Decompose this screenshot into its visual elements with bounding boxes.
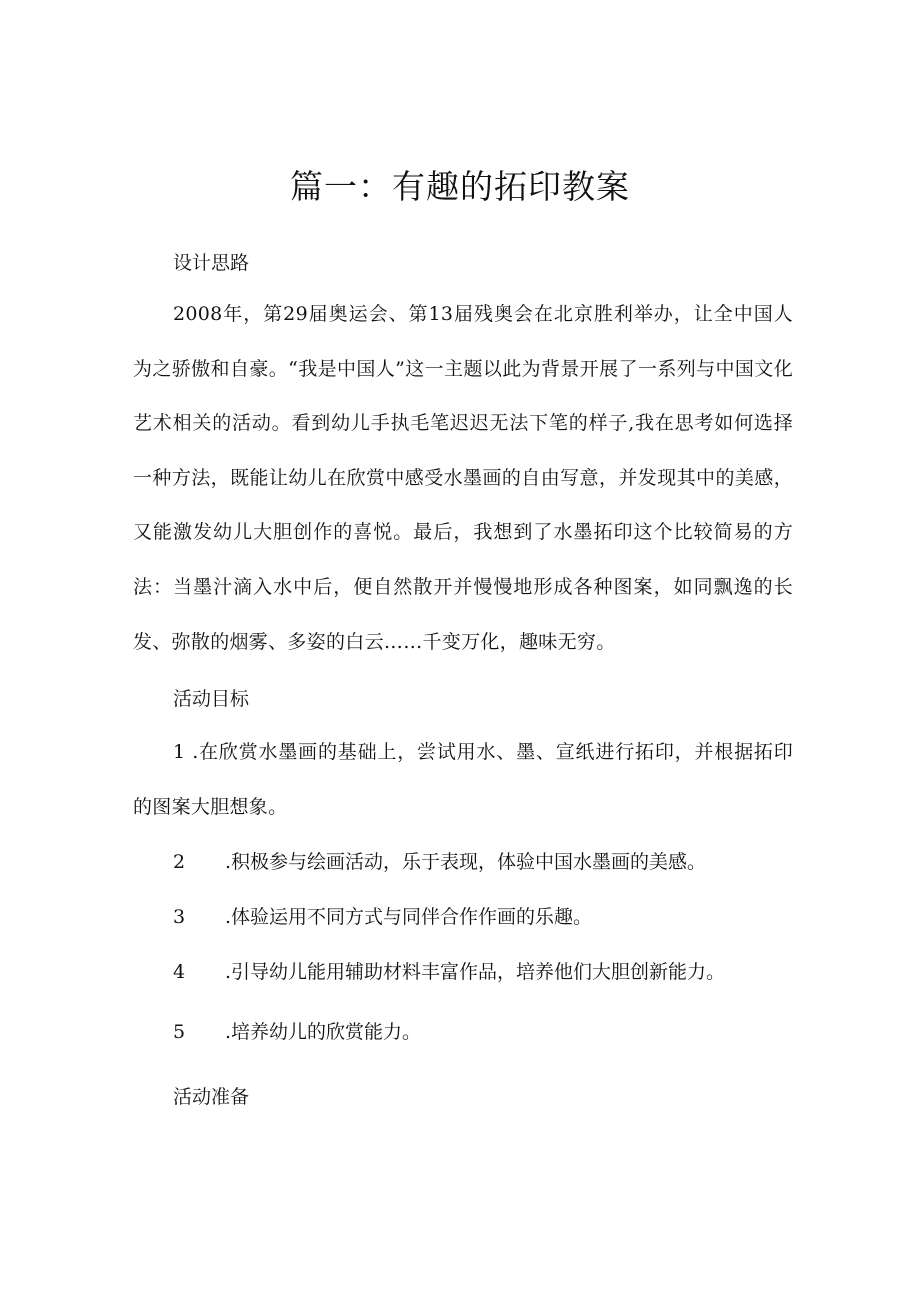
goal-item-text: .体验运用不同方式与同伴合作作画的乐趣。 xyxy=(225,906,593,928)
goal-item-text: .培养幼儿的欣赏能力。 xyxy=(225,1021,422,1043)
document-title: 篇一：有趣的拓印教案 xyxy=(290,167,630,206)
goal-item-number: 5 xyxy=(173,1021,186,1043)
goal-item-number: 4 xyxy=(173,961,186,983)
goal-item-2 xyxy=(173,847,706,877)
section-heading-goals: 活动目标 xyxy=(173,688,250,710)
design-paragraph: 2008年，第29届奥运会、第13届残奥会在北京胜利举办，让全中国人为之骄傲和自豪。“我是中国人”这一主题以此为背景开展了一系列与中国文化艺术相关的活动。看到幼儿手执毛笔迟迟无法下笔的样子,我在思考如何选择一种方法，既能让幼儿在欣赏中感受水墨画的自由写意，并发现其中的美感，又能激发幼儿大胆创作的喜悦。最后，我想到了水墨拓印这个比较简易的方法：当墨汁滴入水中后，便自然散开并慢慢地形成各种图案，如同飘逸的长发、弥散的烟雾、多姿的白云……千变万化，趣味无穷。 xyxy=(133,303,793,653)
goal-item-text: .积极参与绘画活动，乐于表现，体验中国水墨画的美感。 xyxy=(225,851,707,873)
goal-item-number: 1 xyxy=(173,741,186,763)
goal-item-4 xyxy=(173,957,725,987)
goal-item-5 xyxy=(173,1017,421,1047)
section-heading-preparation: 活动准备 xyxy=(173,1086,250,1108)
goal-item-1 xyxy=(133,725,793,834)
goal-item-number: 3 xyxy=(173,906,186,928)
goal-item-number: 2 xyxy=(173,851,186,873)
section-heading-design: 设计思路 xyxy=(173,252,250,274)
goal-item-text: .引导幼儿能用辅助材料丰富作品，培养他们大胆创新能力。 xyxy=(225,961,726,983)
goal-item-text: .在欣赏水墨画的基础上，尝试用水、墨、宣纸进行拓印，并根据拓印的图案大胆想象。 xyxy=(133,741,793,818)
goal-item-3 xyxy=(173,902,592,932)
